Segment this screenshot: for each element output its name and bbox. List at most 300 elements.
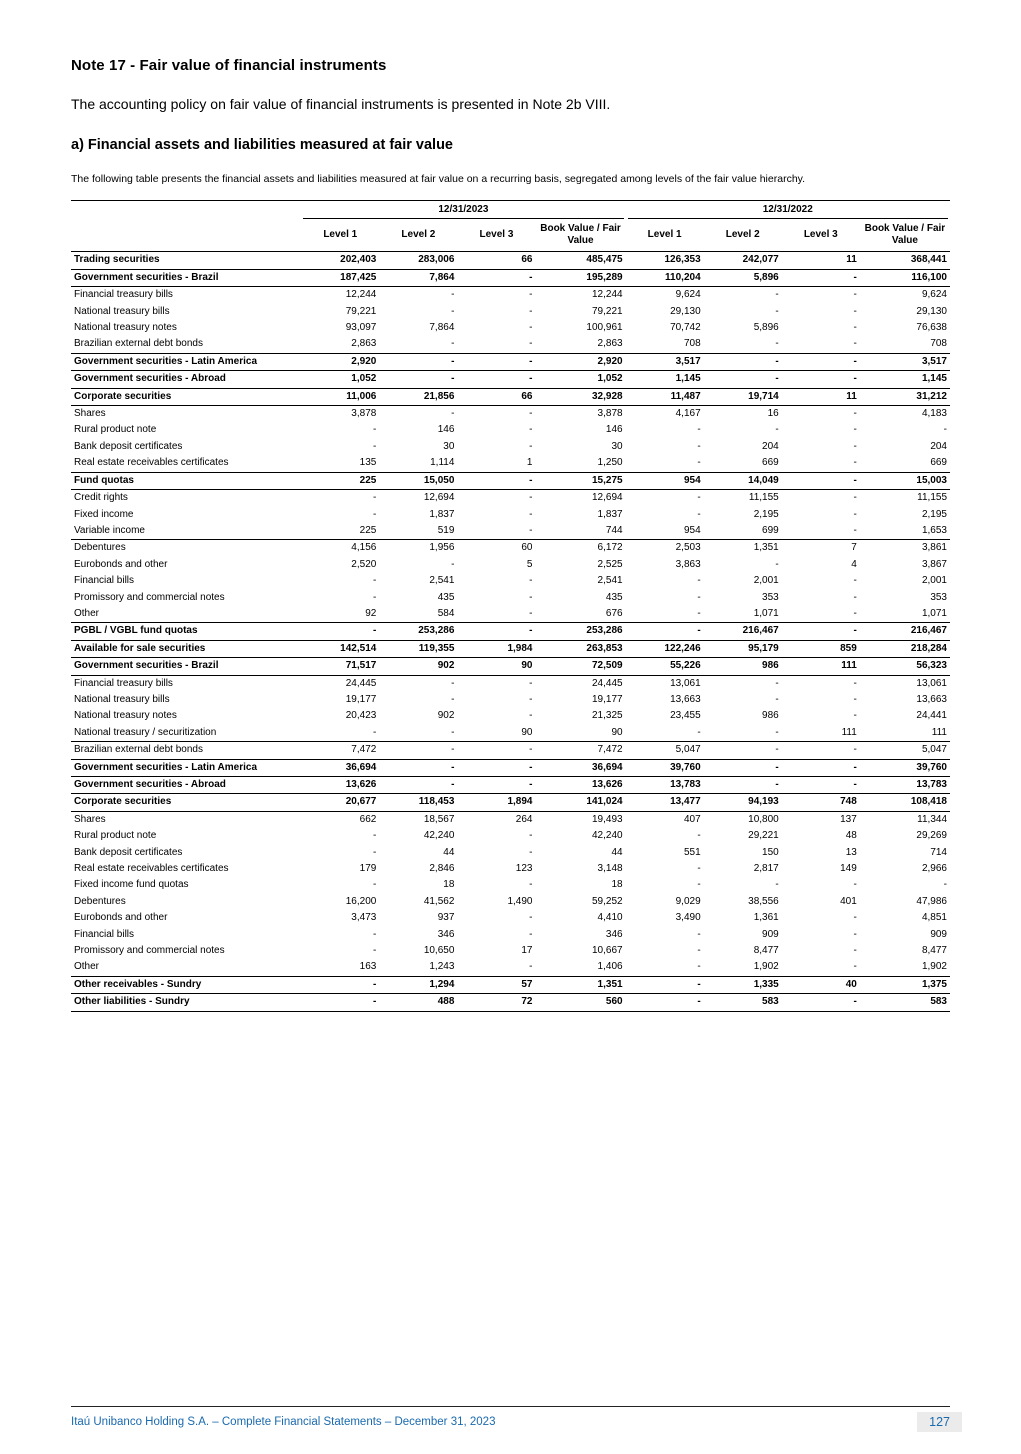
cell-value: - (775, 424, 779, 436)
cell-value: 2,846 (429, 863, 455, 875)
row-label: Other liabilities - Sundry (71, 994, 301, 1011)
cell-value: 71,517 (301, 658, 379, 675)
cell-value: 669 (860, 455, 950, 472)
row-label: Government securities - Latin America (71, 759, 301, 776)
cell-value: - (457, 959, 535, 976)
table-row (71, 640, 950, 657)
cell-value: 24,445 (345, 677, 377, 689)
cell-value: - (853, 677, 857, 689)
table-row (71, 252, 950, 269)
row-label: Financial treasury bills (74, 677, 173, 689)
cell-value: 3,878 (597, 408, 623, 420)
table-row (71, 692, 950, 708)
cell-value: - (782, 269, 860, 286)
cell-value: 20,423 (345, 710, 377, 722)
cell-value: 108,418 (860, 794, 950, 811)
cell-value: 9,029 (675, 895, 701, 907)
table-row (71, 287, 950, 304)
table-row (71, 371, 950, 388)
row-label: Variable income (71, 523, 301, 540)
cell-value: 263,853 (535, 640, 625, 657)
cell-value: 551 (683, 846, 701, 858)
cell-value: 3,863 (675, 558, 701, 570)
cell-value: 12,244 (345, 289, 377, 301)
cell-value: - (853, 305, 857, 317)
table-row (71, 304, 950, 320)
row-label: National treasury notes (74, 710, 177, 722)
cell-value: - (626, 994, 704, 1011)
row-label: Debentures (74, 542, 126, 554)
cell-value: 111 (860, 725, 950, 742)
cell-value: 92 (301, 606, 379, 623)
cell-value: 17 (521, 945, 533, 957)
cell-value: 72,509 (535, 658, 625, 675)
cell-value: - (457, 623, 535, 640)
period-header-2022 (626, 201, 950, 220)
cell-value: 4 (851, 558, 857, 570)
table-row (71, 811, 950, 828)
cell-value: 19,493 (591, 813, 623, 825)
row-label: Real estate receivables certificates (71, 455, 301, 472)
cell-value: 29,269 (916, 830, 947, 842)
header-corner-cell (71, 219, 301, 252)
cell-value: 353 (930, 591, 947, 603)
cell-value: 488 (379, 994, 457, 1011)
cell-value: - (697, 945, 701, 957)
cell-value: 11 (782, 388, 860, 405)
cell-value: - (853, 912, 857, 924)
cell-value: - (853, 575, 857, 587)
cell-value: - (697, 863, 701, 875)
row-label: Government securities - Brazil (71, 269, 301, 286)
cell-value: 4,183 (921, 408, 947, 420)
cell-value: 29,130 (670, 305, 701, 317)
cell-value: 19,177 (591, 693, 623, 705)
table-caption: The following table presents the financial assets and liabilities measured at fair value on a recurring basis, segregated among levels of the fair value hierarchy. (71, 173, 806, 185)
cell-value: - (853, 492, 857, 504)
cell-value: 1,984 (457, 640, 535, 657)
intro-paragraph: The accounting policy on fair value of financial instruments is presented in Note 2b VIII. (71, 96, 611, 112)
cell-value: - (782, 994, 860, 1011)
row-label: Corporate securities (71, 388, 301, 405)
cell-value: - (529, 591, 533, 603)
cell-value: - (704, 336, 782, 353)
cell-value: 135 (301, 455, 379, 472)
cell-value: 2,001 (921, 575, 947, 587)
cell-value: - (372, 846, 377, 858)
cell-value: - (775, 677, 779, 689)
cell-value: 902 (437, 710, 455, 722)
table-row (71, 708, 950, 724)
cell-value: - (782, 353, 860, 370)
row-label: Financial treasury bills (74, 289, 173, 301)
cell-value: 7,864 (429, 322, 455, 334)
cell-value: 2,503 (675, 542, 701, 554)
column-header: Book Value / Fair Value (535, 219, 625, 252)
cell-value: 11,344 (917, 813, 947, 825)
cell-value: 137 (840, 813, 857, 825)
cell-value: 4,851 (921, 912, 947, 924)
row-label: Bank deposit certificates (74, 440, 183, 452)
cell-value: 24,445 (591, 677, 623, 689)
cell-value: 42,240 (423, 830, 455, 842)
row-label: Credit rights (74, 492, 128, 504)
cell-value: 41,562 (423, 895, 455, 907)
cell-value: 11 (782, 252, 860, 269)
cell-value: 2,920 (301, 353, 379, 370)
table-row (71, 406, 950, 423)
cell-value: 1,052 (535, 371, 625, 388)
cell-value: 13,783 (626, 777, 704, 794)
row-label: Financial bills (74, 575, 135, 587)
cell-value: 116,100 (860, 269, 950, 286)
cell-value: 1,145 (626, 371, 704, 388)
cell-value: - (626, 959, 704, 976)
cell-value: 79,221 (345, 305, 377, 317)
cell-value: - (697, 440, 701, 452)
cell-value: - (529, 912, 533, 924)
cell-value: - (451, 677, 455, 689)
cell-value: 204 (930, 440, 947, 452)
cell-value: - (853, 879, 857, 891)
cell-value: 66 (457, 252, 535, 269)
cell-value: - (372, 591, 377, 603)
cell-value: - (372, 830, 377, 842)
cell-value: 748 (782, 794, 860, 811)
cell-value: 10,650 (423, 945, 455, 957)
cell-value: 7,472 (535, 742, 625, 759)
cell-value: 13,477 (626, 794, 704, 811)
cell-value: 3,861 (921, 542, 947, 554)
cell-value: 9,624 (921, 289, 947, 301)
row-label: Corporate securities (71, 794, 301, 811)
cell-value: 24,441 (916, 710, 947, 722)
cell-value: 1,243 (379, 959, 457, 976)
column-header: Level 2 (379, 219, 457, 252)
cell-value: 150 (762, 846, 779, 858)
cell-value: 1,406 (535, 959, 625, 976)
cell-value: - (775, 558, 779, 570)
cell-value: - (372, 928, 377, 940)
cell-value: 401 (840, 895, 857, 907)
cell-value: - (626, 623, 704, 640)
cell-value: 225 (301, 523, 379, 540)
cell-value: 18 (611, 879, 623, 891)
cell-value: 44 (611, 846, 623, 858)
cell-value: 23,455 (670, 710, 701, 722)
row-label: Bank deposit certificates (74, 846, 183, 858)
cell-value: 909 (930, 928, 947, 940)
cell-value: 36,694 (301, 759, 379, 776)
cell-value: 11,155 (917, 492, 947, 504)
cell-value: 59,252 (591, 895, 623, 907)
cell-value: 93,097 (345, 322, 377, 334)
table-row (71, 759, 950, 776)
cell-value: 15,050 (379, 472, 457, 489)
period-label: 12/31/2023 (303, 201, 623, 219)
cell-value: - (697, 424, 701, 436)
row-label: Other receivables - Sundry (71, 976, 301, 993)
cell-value: - (626, 976, 704, 993)
cell-value: - (451, 289, 455, 301)
table-row (71, 927, 950, 943)
cell-value: 2,920 (535, 353, 625, 370)
cell-value: 126,353 (626, 252, 704, 269)
cell-value: 216,467 (860, 623, 950, 640)
column-header: Level 3 (457, 219, 535, 252)
cell-value: 519 (379, 523, 457, 540)
cell-value: - (379, 759, 457, 776)
table-row (71, 320, 950, 336)
cell-value: 5,896 (704, 269, 782, 286)
cell-value: 10,667 (591, 945, 623, 957)
cell-value: 79,221 (591, 305, 623, 317)
cell-value: 216,467 (704, 623, 782, 640)
cell-value: - (457, 269, 535, 286)
table-row (71, 455, 950, 472)
cell-value: - (775, 305, 779, 317)
cell-value: - (372, 424, 377, 436)
cell-value: - (301, 994, 379, 1011)
cell-value: - (853, 408, 857, 420)
cell-value: 1,837 (429, 508, 455, 520)
cell-value: 13,626 (301, 777, 379, 794)
cell-value: - (457, 353, 535, 370)
cell-value: 346 (605, 928, 623, 940)
table-row (71, 573, 950, 589)
cell-value: - (853, 710, 857, 722)
cell-value: 13,663 (670, 693, 701, 705)
cell-value: - (697, 492, 701, 504)
cell-value: - (782, 371, 860, 388)
cell-value: 902 (379, 658, 457, 675)
row-label: Government securities - Brazil (71, 658, 301, 675)
cell-value: 202,403 (301, 252, 379, 269)
cell-value: 30 (443, 440, 455, 452)
table-row (71, 523, 950, 540)
cell-value: - (372, 879, 377, 891)
table-row (71, 828, 950, 844)
table-row (71, 976, 950, 993)
table-row (71, 472, 950, 489)
cell-value: 31,212 (860, 388, 950, 405)
cell-value: 57 (457, 976, 535, 993)
cell-value: 119,355 (379, 640, 457, 657)
row-label: Fund quotas (71, 472, 301, 489)
cell-value: - (853, 591, 857, 603)
cell-value: - (529, 322, 533, 334)
cell-value: - (379, 725, 457, 742)
cell-value: 72 (457, 994, 535, 1011)
cell-value: 12,694 (423, 492, 455, 504)
cell-value: - (626, 606, 704, 623)
table-row (71, 994, 950, 1011)
cell-value: 8,477 (753, 945, 779, 957)
cell-value: 1,490 (507, 895, 533, 907)
cell-value: - (782, 472, 860, 489)
cell-value: 21,325 (591, 710, 623, 722)
table-row (71, 388, 950, 405)
cell-value: 407 (683, 813, 701, 825)
cell-value: 368,441 (860, 252, 950, 269)
row-label: Government securities - Abroad (71, 777, 301, 794)
cell-value: 13,061 (670, 677, 701, 689)
cell-value: 669 (704, 455, 782, 472)
column-header: Level 1 (301, 219, 379, 252)
table-row (71, 675, 950, 692)
cell-value: 937 (437, 912, 455, 924)
row-label: National treasury bills (74, 693, 170, 705)
cell-value: 11,006 (301, 388, 379, 405)
table-row (71, 894, 950, 910)
cell-value: - (529, 492, 533, 504)
cell-value: 60 (521, 542, 533, 554)
cell-value: 346 (437, 928, 455, 940)
cell-value: 9,624 (675, 289, 701, 301)
cell-value: 485,475 (535, 252, 625, 269)
cell-value: 708 (626, 336, 704, 353)
cell-value: 1,902 (704, 959, 782, 976)
cell-value: 42,240 (591, 830, 623, 842)
cell-value: 13,783 (860, 777, 950, 794)
cell-value: 179 (359, 863, 377, 875)
table-row (71, 336, 950, 353)
cell-value: 242,077 (704, 252, 782, 269)
cell-value: 2,520 (351, 558, 377, 570)
table-row (71, 269, 950, 286)
cell-value: 146 (605, 424, 623, 436)
cell-value: 986 (704, 658, 782, 675)
cell-value: 13 (845, 846, 857, 858)
cell-value: - (451, 558, 455, 570)
cell-value: 1,902 (860, 959, 950, 976)
cell-value: 70,742 (670, 322, 701, 334)
cell-value: 4,156 (351, 542, 377, 554)
row-label: Shares (74, 408, 106, 420)
table-body (71, 252, 950, 1011)
cell-value: - (782, 759, 860, 776)
cell-value: 3,517 (626, 353, 704, 370)
cell-value: 19,714 (704, 388, 782, 405)
cell-value: - (529, 928, 533, 940)
cell-value: 39,760 (626, 759, 704, 776)
cell-value: 40 (782, 976, 860, 993)
row-label: Eurobonds and other (74, 912, 168, 924)
table-row (71, 910, 950, 926)
column-header: Level 1 (626, 219, 704, 252)
row-label: Fixed income (74, 508, 134, 520)
cell-value: 19,177 (345, 693, 377, 705)
cell-value: - (943, 879, 947, 891)
cell-value: 141,024 (535, 794, 625, 811)
cell-value: 18 (443, 879, 455, 891)
cell-value: 1,956 (429, 542, 455, 554)
cell-value: 5,047 (860, 742, 950, 759)
cell-value: - (697, 879, 701, 891)
note-title: Note 17 - Fair value of financial instruments (71, 57, 387, 74)
cell-value: 2,001 (753, 575, 779, 587)
cell-value: - (782, 777, 860, 794)
table-row (71, 658, 950, 675)
cell-value: 584 (379, 606, 457, 623)
cell-value: 744 (535, 523, 625, 540)
cell-value: - (529, 305, 533, 317)
row-label: Rural product note (74, 830, 157, 842)
cell-value: 122,246 (626, 640, 704, 657)
cell-value: - (379, 371, 457, 388)
cell-value: 435 (605, 591, 623, 603)
section-title: a) Financial assets and liabilities measured at fair value (71, 137, 453, 153)
cell-value: - (301, 623, 379, 640)
cell-value: - (379, 742, 457, 759)
row-label: Government securities - Latin America (71, 353, 301, 370)
cell-value: 12,244 (591, 289, 623, 301)
table-row (71, 877, 950, 893)
table-row (71, 845, 950, 861)
cell-value: 111 (782, 725, 860, 742)
cell-value: 187,425 (301, 269, 379, 286)
cell-value: 29,130 (916, 305, 947, 317)
row-label: Brazilian external debt bonds (71, 336, 301, 353)
cell-value: - (529, 710, 533, 722)
row-label: Debentures (74, 895, 126, 907)
cell-value: 676 (535, 606, 625, 623)
cell-value: 12,694 (591, 492, 623, 504)
cell-value: - (697, 575, 701, 587)
cell-value: - (704, 777, 782, 794)
row-label: Rural product note (74, 424, 157, 436)
table-row (71, 725, 950, 742)
cell-value: 583 (860, 994, 950, 1011)
cell-value: 283,006 (379, 252, 457, 269)
cell-value: - (301, 725, 379, 742)
row-label: Shares (74, 813, 106, 825)
cell-value: 1 (457, 455, 535, 472)
cell-value: 16,200 (345, 895, 377, 907)
cell-value: 3,867 (921, 558, 947, 570)
cell-value: - (853, 322, 857, 334)
cell-value: 2,195 (921, 508, 947, 520)
cell-value: 2,195 (753, 508, 779, 520)
cell-value: - (379, 777, 457, 794)
cell-value: 714 (930, 846, 947, 858)
table-row (71, 557, 950, 573)
cell-value: 30 (611, 440, 623, 452)
page-footer (71, 1406, 950, 1432)
footer-text: Itaú Unibanco Holding S.A. – Complete Financial Statements – December 31, 2023 (71, 1416, 496, 1428)
cell-value: - (782, 523, 860, 540)
column-header: Level 2 (704, 219, 782, 252)
cell-value: 1,114 (379, 455, 457, 472)
cell-value: 110,204 (626, 269, 704, 286)
cell-value: - (457, 336, 535, 353)
cell-value: - (704, 371, 782, 388)
cell-value: 5,896 (753, 322, 779, 334)
cell-value: 1,052 (301, 371, 379, 388)
cell-value: 6,172 (597, 542, 623, 554)
cell-value: 954 (626, 523, 704, 540)
cell-value: - (853, 508, 857, 520)
cell-value: - (457, 371, 535, 388)
cell-value: 2,541 (597, 575, 623, 587)
table-row (71, 490, 950, 507)
cell-value: 39,760 (860, 759, 950, 776)
cell-value: 1,250 (535, 455, 625, 472)
cell-value: 13,626 (535, 777, 625, 794)
cell-value: - (704, 353, 782, 370)
cell-value: - (782, 455, 860, 472)
cell-value: - (372, 440, 377, 452)
